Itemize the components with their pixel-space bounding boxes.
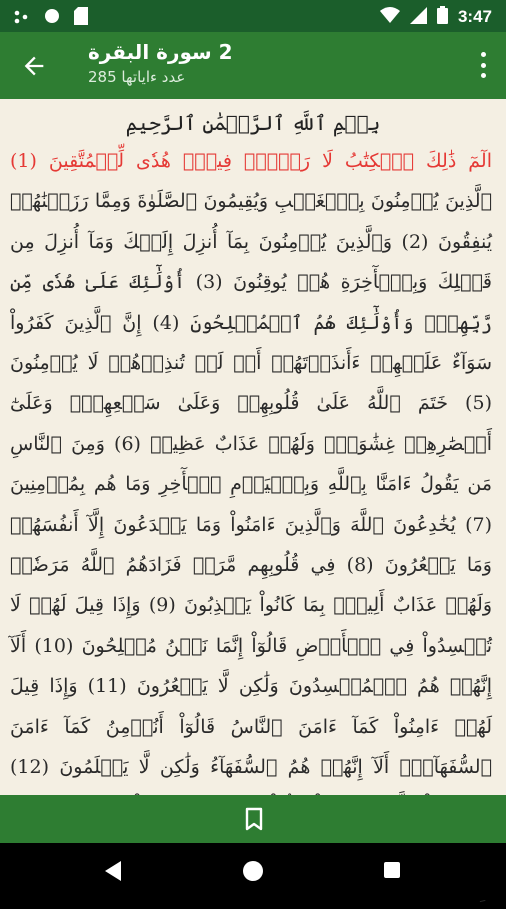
system-navigation-bar — [0, 843, 506, 900]
bookmark-button[interactable] — [243, 807, 265, 831]
bismillah: بِسۡمِ ٱللَّهِ ٱلرَّحۡمَٰنِ ٱلرَّحِيمِ — [125, 111, 381, 135]
sim-card-icon — [74, 7, 88, 29]
nav-home-button[interactable] — [243, 861, 263, 881]
app-bar — [0, 32, 506, 99]
nav-back-button[interactable] — [105, 861, 121, 885]
verses-text — [0, 141, 506, 909]
verse-count: عدد ءاياتها 285 — [88, 68, 186, 86]
back-button[interactable] — [20, 52, 48, 80]
triangle-back-icon — [105, 861, 121, 881]
bookmark-icon — [243, 807, 265, 831]
highlighted-verse[interactable]: الٓمٓ ذَٰلِكَ ٱلۡكِتَٰبُ لَا رَيۡبَۛ فِيهِۛ هُدٗى لِّلۡمُتَّقِينَ (1) — [10, 150, 492, 172]
quran-text-view[interactable] — [0, 99, 506, 795]
nav-recents-button[interactable] — [384, 862, 400, 878]
verses-body: ٱلَّذِينَ يُؤۡمِنُونَ بِٱلۡغَيۡبِ وَيُقِيمُونَ ٱلصَّلَوٰةَ وَمِمَّا رَزَقۡنَٰهُمۡ يُنفِقُونَ (2) وَٱلَّذِينَ يُؤۡمِنُونَ بِمَآ أُنزِلَ إِلَيۡكَ وَمَآ أُنزِلَ مِن قَبۡلِكَ وَبِٱلۡأٓخِرَةِ هُمۡ يُوقِنُونَ (3) أُوْلَٰٓئِكَ عَلَىٰ هُدٗى مِّن رَّبِّهِمۡۖ وَأُوْلَٰٓئِكَ هُمُ ٱلۡمُفۡلِحُونَ (4) إِنَّ ٱلَّذِينَ كَفَرُواْ سَوَآءٌ عَلَيۡهِمۡ ءَأَنذَرۡتَهُمۡ أَمۡ لَمۡ تُنذِرۡهُمۡ لَا يُؤۡمِنُونَ (5) خَتَمَ ٱللَّهُ عَلَىٰ قُلُوبِهِمۡ وَعَلَىٰ سَمۡعِهِمۡۖ وَعَلَىٰٓ أَبۡصَٰرِهِمۡ غِشَٰوَةٞۖ وَلَهُمۡ عَذَابٌ عَظِيمٞ (6) وَمِنَ ٱلنَّاسِ مَن يَقُولُ ءَامَنَّا بِٱللَّهِ وَبِٱلۡيَوۡمِ ٱلۡأٓخِرِ وَمَا هُم بِمُؤۡمِنِينَ (7) يُخَٰدِعُونَ ٱللَّهَ وَٱلَّذِينَ ءَامَنُواْ وَمَا يَخۡدَعُونَ إِلَّآ أَنفُسَهُمۡ وَمَا يَشۡعُرُونَ (8) فِي قُلُوبِهِم مَّرَضٞ فَزَادَهُمُ ٱللَّهُ مَرَضٗاۖ وَلَهُمۡ عَذَابٌ أَلِيمُۢ بِمَا كَانُواْ يَكۡذِبُونَ (9) وَإِذَا قِيلَ لَهُمۡ لَا تُفۡسِدُواْ فِي ٱلۡأَرۡضِ قَالُوٓاْ إِنَّمَا نَحۡنُ مُصۡلِحُونَ (10) أَلَآ إِنَّهُمۡ هُمُ ٱلۡمُفۡسِدُونَ وَلَٰكِن لَّا يَشۡعُرُونَ (11) وَإِذَا قِيلَ لَهُمۡ ءَامِنُواْ كَمَآ ءَامَنَ ٱلنَّاسُ قَالُوٓاْ أَنُؤۡمِنُ كَمَآ ءَامَنَ ٱلسُّفَهَآءُۗ أَلَآ إِنَّهُمۡ هُمُ ٱلسُّفَهَآءُ وَلَٰكِن لَّا يَعۡلَمُونَ (12) — [10, 190, 493, 779]
more-vert-icon — [481, 52, 486, 57]
signal-icon — [410, 7, 427, 28]
status-bar — [0, 0, 506, 32]
bottom-bar — [0, 795, 506, 843]
notification-dots-icon — [14, 9, 30, 28]
clock-time: 3:47 — [457, 7, 492, 26]
surah-title: 2 سورة البقرة — [88, 40, 233, 64]
battery-icon — [437, 6, 448, 28]
wifi-icon — [380, 7, 400, 27]
more-options-button[interactable] — [478, 52, 488, 78]
circle-icon — [44, 8, 60, 28]
arrow-back-icon — [20, 52, 48, 80]
